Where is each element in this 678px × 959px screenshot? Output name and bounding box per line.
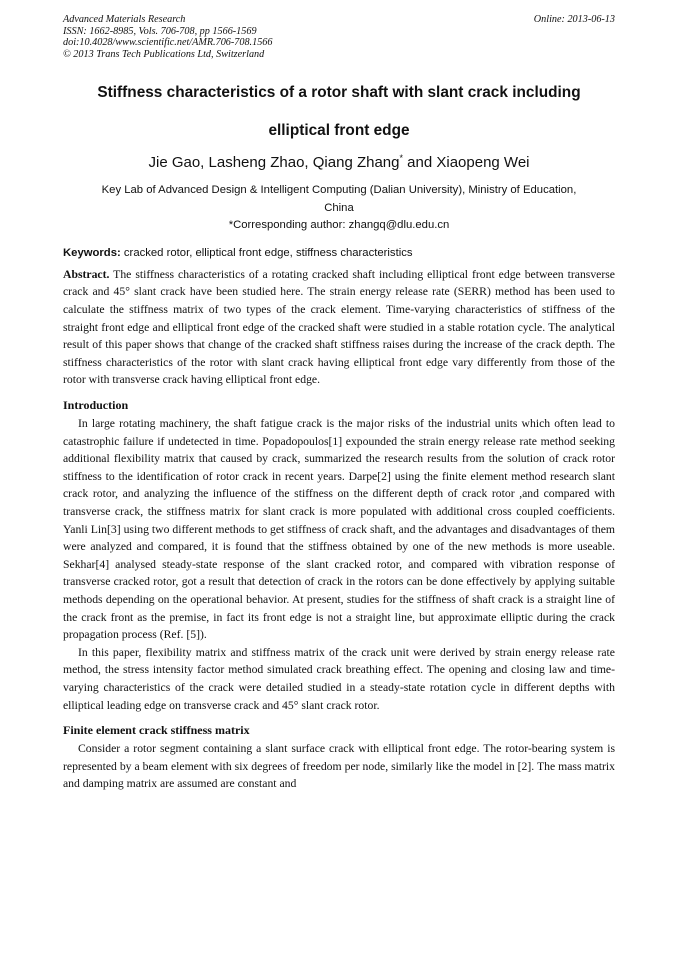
section-heading-fem: Finite element crack stiffness matrix	[63, 723, 250, 738]
abstract	[63, 266, 615, 389]
journal-copyright: © 2013 Trans Tech Publications Ltd, Switzerland	[63, 48, 265, 60]
journal-header	[63, 14, 615, 60]
affiliation-line-1: Key Lab of Advanced Design & Intelligent Computing (Dalian University), Ministry of Education,	[101, 184, 577, 197]
abstract-label: Abstract.	[63, 267, 110, 281]
paper-title	[63, 74, 615, 150]
author-list	[63, 153, 615, 171]
fem-paragraph-1: Consider a rotor segment containing a slant surface crack with elliptical front edge. The rotor-bearing system is represented by a beam element with six degrees of freedom per node, similarly like the model in [2]. The mass matrix and damping matrix are assumed are constant and	[63, 742, 615, 791]
keywords-text: cracked rotor, elliptical front edge, stiffness characteristics	[120, 246, 413, 259]
authors-part-2: and Xiaopeng Wei	[403, 154, 530, 172]
journal-name: Advanced Materials Research	[63, 14, 186, 25]
intro-paragraph-2: In this paper, flexibility matrix and stiffness matrix of the crack unit were derived by strain energy release rate method, the stress intensity factor method simulated crack breathing effect. The opening and closing law and time-varying characteristics of the crack were detailed studied in a steady-state rotation cycle in different depths with elliptical leading edge on transverse crack and 45° slant crack rotor.	[63, 645, 615, 712]
corresponding-author: *Corresponding author: zhangq@dlu.edu.cn	[228, 219, 450, 232]
keywords	[63, 247, 615, 259]
online-date: Online: 2013-06-13	[533, 14, 615, 25]
keywords-label: Keywords:	[63, 246, 121, 259]
intro-paragraph-1: In large rotating machinery, the shaft fatigue crack is the major risks of the industrial units which often lead to catastrophic failure if undetected in time. Popadopoulos[1] expounded the strain energy release rate method seeking additional flexibility matrix that caused by crack, summarized the research results from the solution of crack rotor stiffness to the identification of rotor crack in recent years. Darpe[2] using the finite element method research slant crack rotor, and analyzing the influence of the stiffness on the different depth of crack rotor ,and compared with transverse crack, the stiffness matrix for slant crack is more populated with additional cross coupled coefficients. Yanli Lin[3] using two different methods to get stiffness of crack shaft, and the advantages and disadvantages of them were analyzed and compared, it is found that the stiffness obtained by one of the new methods is more useable. Sekhar[4] analysed steady-state response of the slant cracked rotor, and compared with vibration response of transverse cracked rotor, got a result that detection of crack in the rotors can be done effectively by applying suitable methods depending on the operational behavior. At present, studies for the stiffness of shaft crack is a straight line of the crack front as the premise, in fact its front edge is not a straight line, but approximate elliptic during the crack propagation process (Ref. [5]).	[63, 417, 615, 642]
affiliation	[63, 182, 615, 235]
journal-doi: doi:10.4028/www.scientific.net/AMR.706-708.1566	[63, 37, 273, 49]
affiliation-line-2: China	[324, 201, 354, 214]
journal-issn: ISSN: 1662-8985, Vols. 706-708, pp 1566-1569	[63, 25, 257, 37]
title-line-2: elliptical front edge	[268, 122, 410, 140]
title-line-1: Stiffness characteristics of a rotor shaft with slant crack including	[97, 84, 581, 102]
corresponding-mark: *	[399, 153, 404, 164]
abstract-text: The stiffness characteristics of a rotating cracked shaft including elliptical front edge between transverse crack and 45° slant crack have been studied here. The strain energy release rate (SERR) method has been used to calculate the stiffness matrix of two types of the crack element. Time-varying characteristics of stiffness of the straight front edge and elliptical front edge of the cracked shaft were studied in a stable rotation cycle. The analytical result of this paper shows that change of the cracked shaft stiffness raises during the increase of the crack depth. The stiffness characteristics of the rotor with slant crack having elliptical front edge vary differently from those of the rotor with transverse crack having elliptical front edge.	[63, 267, 615, 387]
authors-part-1: Jie Gao, Lasheng Zhao, Qiang Zhang	[148, 154, 400, 172]
section-heading-introduction: Introduction	[63, 398, 129, 413]
